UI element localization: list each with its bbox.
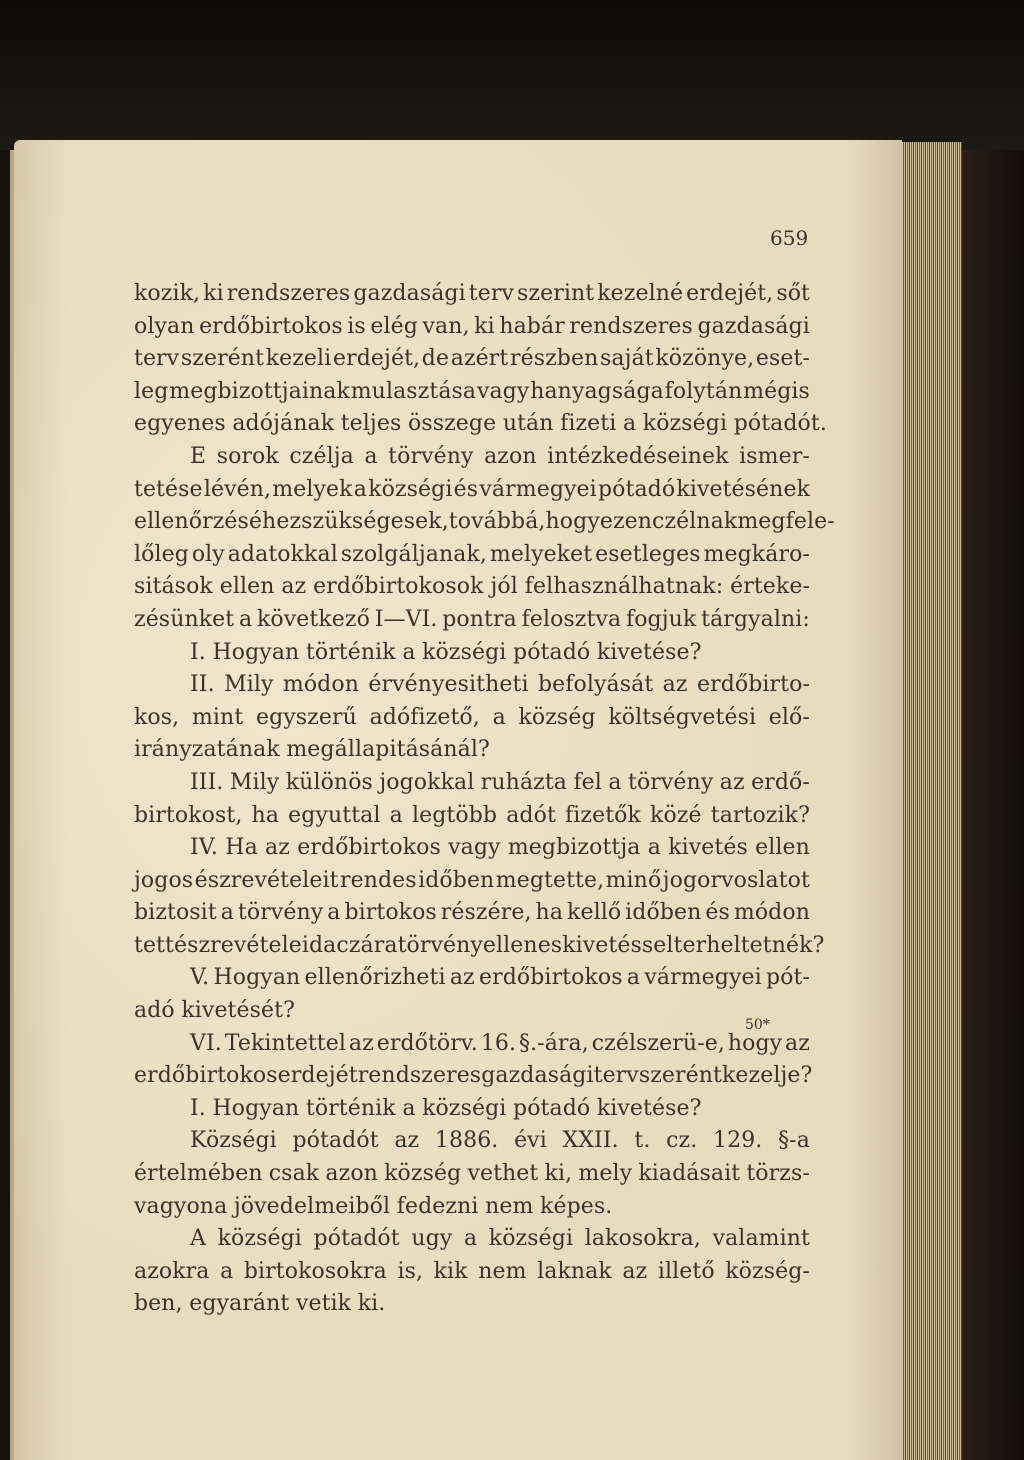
word: adó <box>134 998 175 1024</box>
word: rendszeres <box>226 281 351 306</box>
word: részére, <box>440 900 532 926</box>
word: kivetését? <box>181 998 295 1024</box>
word: az <box>281 574 307 600</box>
word: azért <box>450 346 509 372</box>
word: laknak <box>537 1258 612 1284</box>
word: kivetésének <box>676 476 810 502</box>
word: községi <box>488 1226 574 1252</box>
word: hanyagsága <box>530 378 664 404</box>
word: birtokosokra <box>243 1258 387 1284</box>
text-line <box>134 734 810 767</box>
word: erdejét, <box>332 346 421 372</box>
word: adójának <box>232 411 335 437</box>
word: felosztva <box>521 606 622 632</box>
word: erdőtörv. <box>376 1030 478 1056</box>
word: esetleges <box>595 541 701 567</box>
word: fogjuk <box>625 606 697 632</box>
word: elég <box>370 313 418 339</box>
word: a <box>220 900 234 926</box>
word: befolyását <box>537 672 654 698</box>
word: czélszerü-e, <box>591 1030 725 1056</box>
word: czélnak <box>652 509 738 535</box>
word: de <box>421 346 450 372</box>
word: történik <box>305 639 396 665</box>
word: szolgáljanak, <box>340 541 487 567</box>
word: az <box>785 1030 810 1056</box>
text-line <box>134 1060 813 1093</box>
word: a <box>389 802 403 828</box>
text-line <box>134 278 810 311</box>
word: az <box>622 1258 648 1284</box>
text-line <box>134 702 810 735</box>
word: §.-ára, <box>518 1030 589 1056</box>
text-line <box>134 343 810 376</box>
word: megállapitásánál? <box>286 737 490 763</box>
word: E <box>190 443 207 469</box>
word: erdőbirtokosok <box>313 574 484 600</box>
word: fizeti <box>560 411 617 437</box>
background-shadow <box>0 0 1024 150</box>
word: ki. <box>357 1291 386 1317</box>
word: t. <box>634 1128 651 1154</box>
word: a <box>463 1226 478 1252</box>
word: III. <box>190 769 224 795</box>
word: ki <box>474 313 495 339</box>
word: kivetéssel <box>562 932 674 958</box>
word: ezen <box>599 509 653 535</box>
word: ellenőrizheti <box>304 965 446 991</box>
word: II. <box>190 672 215 698</box>
word: zésünket <box>134 606 235 632</box>
word: szerint <box>517 281 595 306</box>
word: történik <box>305 1095 396 1121</box>
body-text <box>134 278 835 1321</box>
word: saját <box>600 346 654 372</box>
word: jogorvoslatot <box>662 867 810 893</box>
word: különös <box>285 769 373 795</box>
word: biztosit <box>134 900 217 926</box>
text-line <box>134 1288 810 1321</box>
word: fizetők <box>565 802 641 828</box>
word: az <box>348 1030 374 1056</box>
word: községi <box>217 1226 302 1252</box>
word: hogy <box>727 1030 783 1056</box>
word: rendszeres <box>569 313 693 339</box>
word: megtette, <box>495 867 605 893</box>
word: közé <box>650 802 702 828</box>
word: kezeli <box>265 346 332 372</box>
word: tárgyalni: <box>701 606 810 632</box>
text-line <box>134 1223 810 1256</box>
word: pótadót <box>313 1226 400 1252</box>
word: melyeket <box>489 541 593 567</box>
word: felhasználhatnak: <box>524 574 724 600</box>
word: érteke- <box>730 574 810 600</box>
word: pótadót <box>292 1128 379 1154</box>
word: a <box>353 476 367 502</box>
word: értelmében <box>134 1161 263 1187</box>
word: intézkedéseinek <box>547 443 729 469</box>
book-cover <box>962 150 1024 1460</box>
word: községi <box>422 1095 507 1121</box>
word: érvényesitheti <box>368 672 529 698</box>
page-edges-stack <box>902 142 962 1460</box>
word: pontra <box>442 606 517 632</box>
word: adatokkal <box>227 541 338 567</box>
word: I—VI. <box>374 606 438 632</box>
word: terv <box>134 346 180 372</box>
word: erdejét, <box>686 281 774 306</box>
word: mégis <box>743 378 810 404</box>
word: nem <box>478 1258 527 1284</box>
word: a <box>626 965 641 991</box>
word: nem <box>485 1193 534 1219</box>
text-line <box>134 930 825 963</box>
text-line <box>134 1093 810 1126</box>
text-line <box>134 800 810 833</box>
word: a <box>327 900 341 926</box>
word: birtokost, <box>134 802 243 828</box>
word: folytán <box>664 378 743 404</box>
word: kivetése? <box>596 1095 702 1121</box>
word: habár <box>499 313 565 339</box>
word: kezelje? <box>722 1063 813 1089</box>
word: mint <box>191 704 244 730</box>
text-line <box>134 865 810 898</box>
text-line <box>134 637 810 670</box>
word: jogos <box>134 867 194 893</box>
word: részben <box>509 346 599 372</box>
word: kellő <box>567 900 622 926</box>
text-line <box>134 506 835 539</box>
word: ellen <box>755 835 810 861</box>
word: Községi <box>190 1128 277 1154</box>
word: Ha <box>225 835 258 861</box>
word: olyan <box>134 313 195 339</box>
word: szerént <box>638 1063 722 1089</box>
word: azokra <box>134 1258 210 1284</box>
word: községi <box>422 639 507 665</box>
word: törvény <box>388 443 474 469</box>
word: pót- <box>765 965 810 991</box>
word: lőleg <box>134 541 189 567</box>
text-line <box>134 962 810 995</box>
word: A <box>190 1226 206 1252</box>
word: hogy <box>545 509 600 535</box>
word: kos, <box>134 704 180 730</box>
word: az <box>449 965 475 991</box>
text-line <box>134 832 810 865</box>
word: törvényellenes <box>397 932 563 958</box>
word: kivetése? <box>596 639 702 665</box>
word: község <box>384 1161 462 1187</box>
word: jól <box>490 574 518 600</box>
word: a <box>402 639 416 665</box>
word: §-a <box>778 1128 810 1154</box>
word: ben, <box>134 1291 183 1317</box>
word: leg <box>134 378 169 404</box>
word: törvény <box>237 900 324 926</box>
word: a <box>239 606 253 632</box>
word: oly <box>191 541 225 567</box>
word: időben <box>625 900 702 926</box>
signature-mark: 50* <box>745 1017 770 1033</box>
word: Hogyan <box>212 1095 300 1121</box>
word: ha <box>251 802 280 828</box>
word: gazdasági <box>353 281 466 306</box>
word: községi <box>368 476 453 502</box>
word: mely <box>578 1161 633 1187</box>
word: vetik <box>295 1291 352 1317</box>
word: jövedelmeiből <box>233 1193 391 1219</box>
word: erdőbirtokos <box>134 1063 278 1089</box>
word: megkáro- <box>703 541 810 567</box>
text-line <box>134 897 810 930</box>
word: teljes <box>340 411 402 437</box>
word: ugy <box>411 1226 453 1252</box>
word: községi <box>642 411 728 437</box>
word: azon <box>325 1161 378 1187</box>
word: eset- <box>755 346 810 372</box>
word: IV. <box>190 835 219 861</box>
word: gazdasági <box>697 313 810 339</box>
word: erdőbirtokos <box>199 313 343 339</box>
text-line <box>134 1191 810 1224</box>
text-line <box>134 1028 810 1061</box>
word: a <box>402 1095 416 1121</box>
word: sitások <box>134 574 213 600</box>
word: időben <box>418 867 495 893</box>
word: és <box>453 476 479 502</box>
word: a <box>364 443 378 469</box>
word: módon <box>733 900 810 926</box>
word: módon <box>282 672 359 698</box>
word: lakosokra, <box>584 1226 701 1252</box>
text-line <box>134 408 827 441</box>
word: czélja <box>289 443 354 469</box>
word: jogokkal <box>379 769 475 795</box>
word: is <box>347 313 366 339</box>
word: Mily <box>224 672 274 698</box>
word: 16. <box>480 1030 517 1056</box>
word: ki <box>203 281 224 306</box>
text-line <box>134 1158 810 1191</box>
word: továbbá, <box>448 509 546 535</box>
text-line <box>134 1256 810 1289</box>
word: ha <box>535 900 564 926</box>
text-line <box>134 1125 810 1158</box>
word: elő- <box>768 704 810 730</box>
word: egyszerű <box>255 704 357 730</box>
word: összege <box>407 411 497 437</box>
word: egyuttal <box>288 802 381 828</box>
word: erdőbirto- <box>696 672 810 698</box>
word: csak <box>268 1161 320 1187</box>
word: képes. <box>540 1193 613 1219</box>
word: melyek <box>272 476 353 502</box>
word: I. <box>190 639 206 665</box>
word: vagy <box>476 378 530 404</box>
word: terv <box>593 1063 639 1089</box>
word: terv <box>468 281 514 306</box>
word: költségvetési <box>608 704 757 730</box>
word: tartozik? <box>710 802 810 828</box>
word: gazdasági <box>481 1063 594 1089</box>
word: illető <box>657 1258 715 1284</box>
word: van, <box>422 313 470 339</box>
word: daczára <box>309 932 398 958</box>
word: észrevételeit <box>194 867 339 893</box>
word: ellen <box>219 574 275 600</box>
word: ellenőrzéséhez <box>134 509 302 535</box>
word: kozik, <box>134 281 201 306</box>
word: vagy <box>448 835 501 861</box>
word: pótadó <box>513 1095 591 1121</box>
text-line <box>134 767 810 800</box>
word: lévén, <box>203 476 272 502</box>
word: kivetés <box>668 835 748 861</box>
word: erdőbirtokos <box>478 965 623 991</box>
word: az <box>719 769 745 795</box>
word: törzs- <box>746 1161 810 1187</box>
word: erdejét <box>277 1063 358 1089</box>
word: pótadót. <box>733 411 827 437</box>
word: egyenes <box>134 411 226 437</box>
word: az <box>394 1128 420 1154</box>
word: közönye, <box>655 346 755 372</box>
text-line <box>134 474 810 507</box>
word: a <box>492 704 506 730</box>
word: XXII. <box>562 1128 619 1154</box>
word: adót <box>506 802 556 828</box>
word: fedezni <box>396 1193 479 1219</box>
word: adófizető, <box>369 704 480 730</box>
word: és <box>705 900 730 926</box>
text-line <box>134 669 810 702</box>
word: fel <box>573 769 602 795</box>
word: egyaránt <box>189 1291 290 1317</box>
text-line <box>134 571 810 604</box>
word: birtokos <box>344 900 437 926</box>
word: szerént <box>180 346 265 372</box>
word: erdő- <box>751 769 810 795</box>
word: tett <box>134 932 174 958</box>
word: a <box>608 769 622 795</box>
word: kiadásait <box>638 1161 741 1187</box>
text-line <box>134 311 810 344</box>
word: megbizottja <box>507 835 641 861</box>
word: rendes <box>339 867 417 893</box>
word: VI. <box>190 1030 222 1056</box>
word: a <box>220 1258 234 1284</box>
word: azon <box>484 443 537 469</box>
word: Hogyan <box>212 639 300 665</box>
text-line <box>134 995 810 1028</box>
word: erdőbirtokos <box>297 835 441 861</box>
word: község <box>518 704 596 730</box>
word: legtöbb <box>411 802 498 828</box>
word: vethet <box>467 1161 539 1187</box>
word: Mily <box>229 769 280 795</box>
word: Hogyan <box>213 965 301 991</box>
word: cz. <box>666 1128 698 1154</box>
word: megfele- <box>737 509 835 535</box>
word: terheltetnék? <box>673 932 825 958</box>
word: vármegyei <box>644 965 762 991</box>
word: ruházta <box>480 769 568 795</box>
word: Tekintettel <box>224 1030 346 1056</box>
word: ismer- <box>739 443 810 469</box>
word: község- <box>725 1258 810 1284</box>
word: ki, <box>544 1161 573 1187</box>
word: a <box>647 835 661 861</box>
word: vármegyei <box>479 476 597 502</box>
word: sorok <box>216 443 279 469</box>
text-line <box>134 441 810 474</box>
word: az <box>265 835 290 861</box>
word: észrevételei <box>173 932 309 958</box>
word: I. <box>190 1095 206 1121</box>
word: pótadó <box>513 639 591 665</box>
word: sőt <box>776 281 810 306</box>
word: megbizottjainak <box>169 378 350 404</box>
word: törvény <box>628 769 714 795</box>
page-number: 659 <box>770 226 809 250</box>
word: kezelné <box>597 281 684 306</box>
word: szükségesek, <box>301 509 449 535</box>
text-line <box>134 539 810 572</box>
word: következő <box>256 606 370 632</box>
word: valamint <box>712 1226 810 1252</box>
word: minő <box>605 867 662 893</box>
word: a <box>622 411 637 437</box>
text-line <box>134 604 810 637</box>
word: pótadó <box>597 476 676 502</box>
text-line <box>134 376 810 409</box>
word: évi <box>514 1128 547 1154</box>
word: is, <box>397 1258 424 1284</box>
word: 129. <box>713 1128 763 1154</box>
word: rendszeres <box>357 1063 482 1089</box>
word: kik <box>433 1258 468 1284</box>
word: 1886. <box>434 1128 499 1154</box>
word: tetése <box>134 476 203 502</box>
word: V. <box>190 965 210 991</box>
word: mulasztása <box>350 378 477 404</box>
word: vagyona <box>134 1193 228 1219</box>
word: az <box>662 672 688 698</box>
word: után <box>502 411 554 437</box>
word: irányzatának <box>134 737 280 763</box>
